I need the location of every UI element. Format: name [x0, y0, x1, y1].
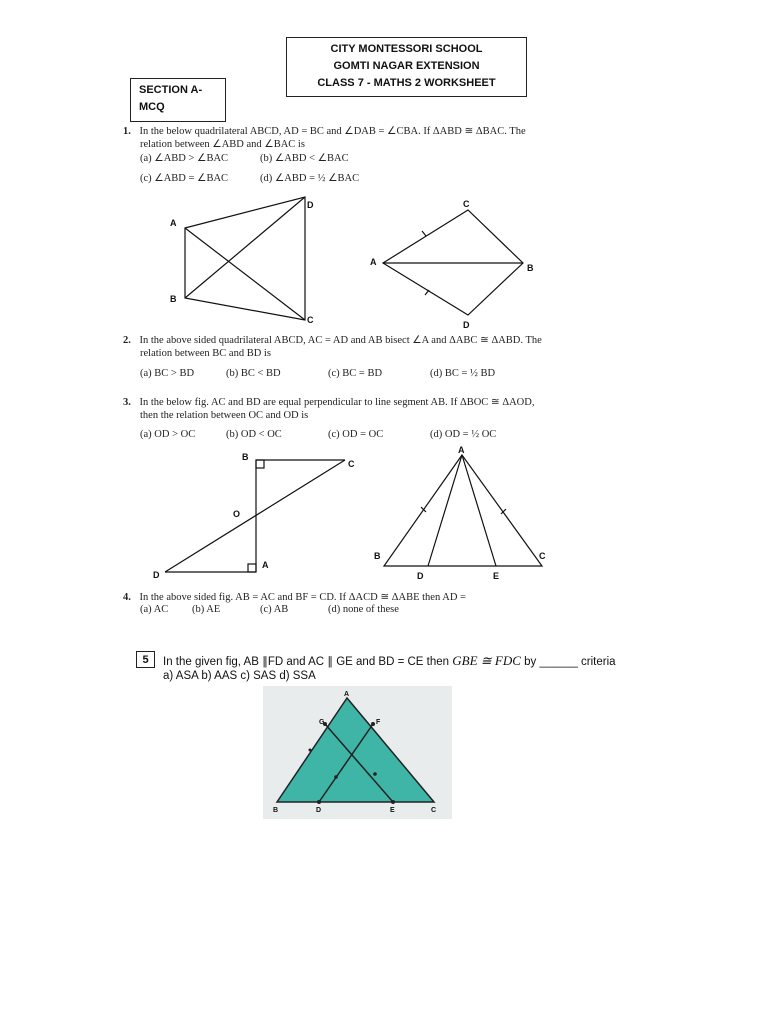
q4-option-b: (b) AE — [192, 604, 221, 615]
fig5-label-g: G — [319, 719, 325, 726]
fig1-label-a: A — [170, 218, 177, 228]
q1-line2: relation between ∠ABD and ∠BAC is — [140, 139, 305, 150]
question-4 — [123, 591, 466, 604]
figure-quadrilateral-1 — [160, 190, 330, 330]
q4-option-a: (a) AC — [140, 604, 169, 615]
section-line1: SECTION A- — [139, 84, 203, 96]
section-label — [130, 78, 226, 122]
fig2-label-c: C — [463, 199, 470, 209]
question-1 — [123, 125, 526, 138]
figure-triangle-5 — [263, 686, 452, 819]
q2-option-d: (d) BC = ½ BD — [430, 368, 496, 379]
fig5-label-d: D — [316, 807, 322, 814]
fig5-label-f: F — [376, 719, 381, 726]
q3-option-b: (b) OD < OC — [226, 429, 282, 440]
q5-number: 5 — [136, 651, 155, 668]
fig2-label-b: B — [527, 263, 534, 273]
q1-number: 1. — [123, 126, 131, 137]
class-title: CLASS 7 - MATHS 2 WORKSHEET — [317, 77, 496, 89]
fig3-label-d: D — [153, 570, 160, 580]
fig1-label-b: B — [170, 294, 177, 304]
figure-perpendiculars-3 — [150, 448, 365, 583]
q1-line1: In the below quadrilateral ABCD, AD = BC and ∠DAB = ∠CBA. If ΔABD ≅ ΔBAC. The — [139, 126, 526, 137]
q3-number: 3. — [123, 397, 131, 408]
question-2 — [123, 334, 542, 347]
section-line2: MCQ — [139, 101, 165, 113]
q2-option-c: (c) BC = BD — [328, 368, 383, 379]
q2-line2: relation between BC and BD is — [140, 348, 271, 359]
question-3 — [123, 396, 534, 409]
q4-option-d: (d) none of these — [328, 604, 399, 615]
branch-name: GOMTI NAGAR EXTENSION — [333, 60, 480, 72]
q2-option-b: (b) BC < BD — [226, 368, 281, 379]
q5-congruence: GBE ≅ FDC — [452, 653, 521, 668]
fig2-label-a: A — [370, 257, 377, 267]
fig1-label-c: C — [307, 315, 314, 325]
school-name: CITY MONTESSORI SCHOOL — [330, 43, 483, 55]
fig5-label-a: A — [344, 691, 350, 698]
fig1-label-d: D — [307, 200, 314, 210]
q3-option-d: (d) OD = ½ OC — [430, 429, 497, 440]
q1-option-b: (b) ∠ABD < ∠BAC — [260, 153, 349, 164]
q3-line2: then the relation between OC and OD is — [140, 410, 309, 421]
fig3-label-c: C — [348, 459, 355, 469]
q4-number: 4. — [123, 592, 131, 603]
q1-option-a: (a) ∠ABD > ∠BAC — [140, 153, 229, 164]
figure-triangle-4 — [370, 443, 555, 583]
fig5-label-b: B — [273, 807, 279, 814]
q3-line1: In the below fig. AC and BD are equal perpendicular to line segment AB. If ΔBOC ≅ ΔAOD, — [139, 397, 535, 408]
fig3-label-b: B — [242, 452, 249, 462]
fig3-label-o: O — [233, 509, 241, 519]
fig4-label-b: B — [374, 551, 381, 561]
fig4-label-d: D — [417, 571, 424, 581]
q5-text-after: by ______ criteria — [524, 656, 616, 668]
q3-option-a: (a) OD > OC — [140, 429, 196, 440]
fig4-label-e: E — [493, 571, 500, 581]
figure-kite-2 — [365, 195, 545, 330]
q4-option-c: (c) AB — [260, 604, 289, 615]
q4-line1: In the above sided fig. AB = AC and BF = CD. If ΔACD ≅ ΔABE then AD = — [139, 592, 466, 603]
fig4-label-c: C — [539, 551, 546, 561]
q5-options: a) ASA b) AAS c) SAS d) SSA — [163, 670, 316, 682]
worksheet-header — [286, 37, 527, 97]
q1-option-c: (c) ∠ABD = ∠BAC — [140, 173, 229, 184]
q2-option-a: (a) BC > BD — [140, 368, 195, 379]
fig2-label-d: D — [463, 320, 470, 330]
fig4-label-a: A — [458, 445, 465, 455]
question-5 — [163, 653, 616, 669]
q2-number: 2. — [123, 335, 131, 346]
q3-option-c: (c) OD = OC — [328, 429, 384, 440]
fig3-label-a: A — [262, 560, 269, 570]
q1-option-d: (d) ∠ABD = ½ ∠BAC — [260, 173, 360, 184]
fig5-label-c: C — [431, 807, 437, 814]
q2-line1: In the above sided quadrilateral ABCD, AC = AD and AB bisect ∠A and ΔABC ≅ ΔABD. The — [139, 335, 542, 346]
q5-text-before: In the given fig, AB ∥FD and AC ∥ GE and BD = CE then — [163, 656, 450, 668]
fig5-label-e: E — [390, 807, 395, 814]
